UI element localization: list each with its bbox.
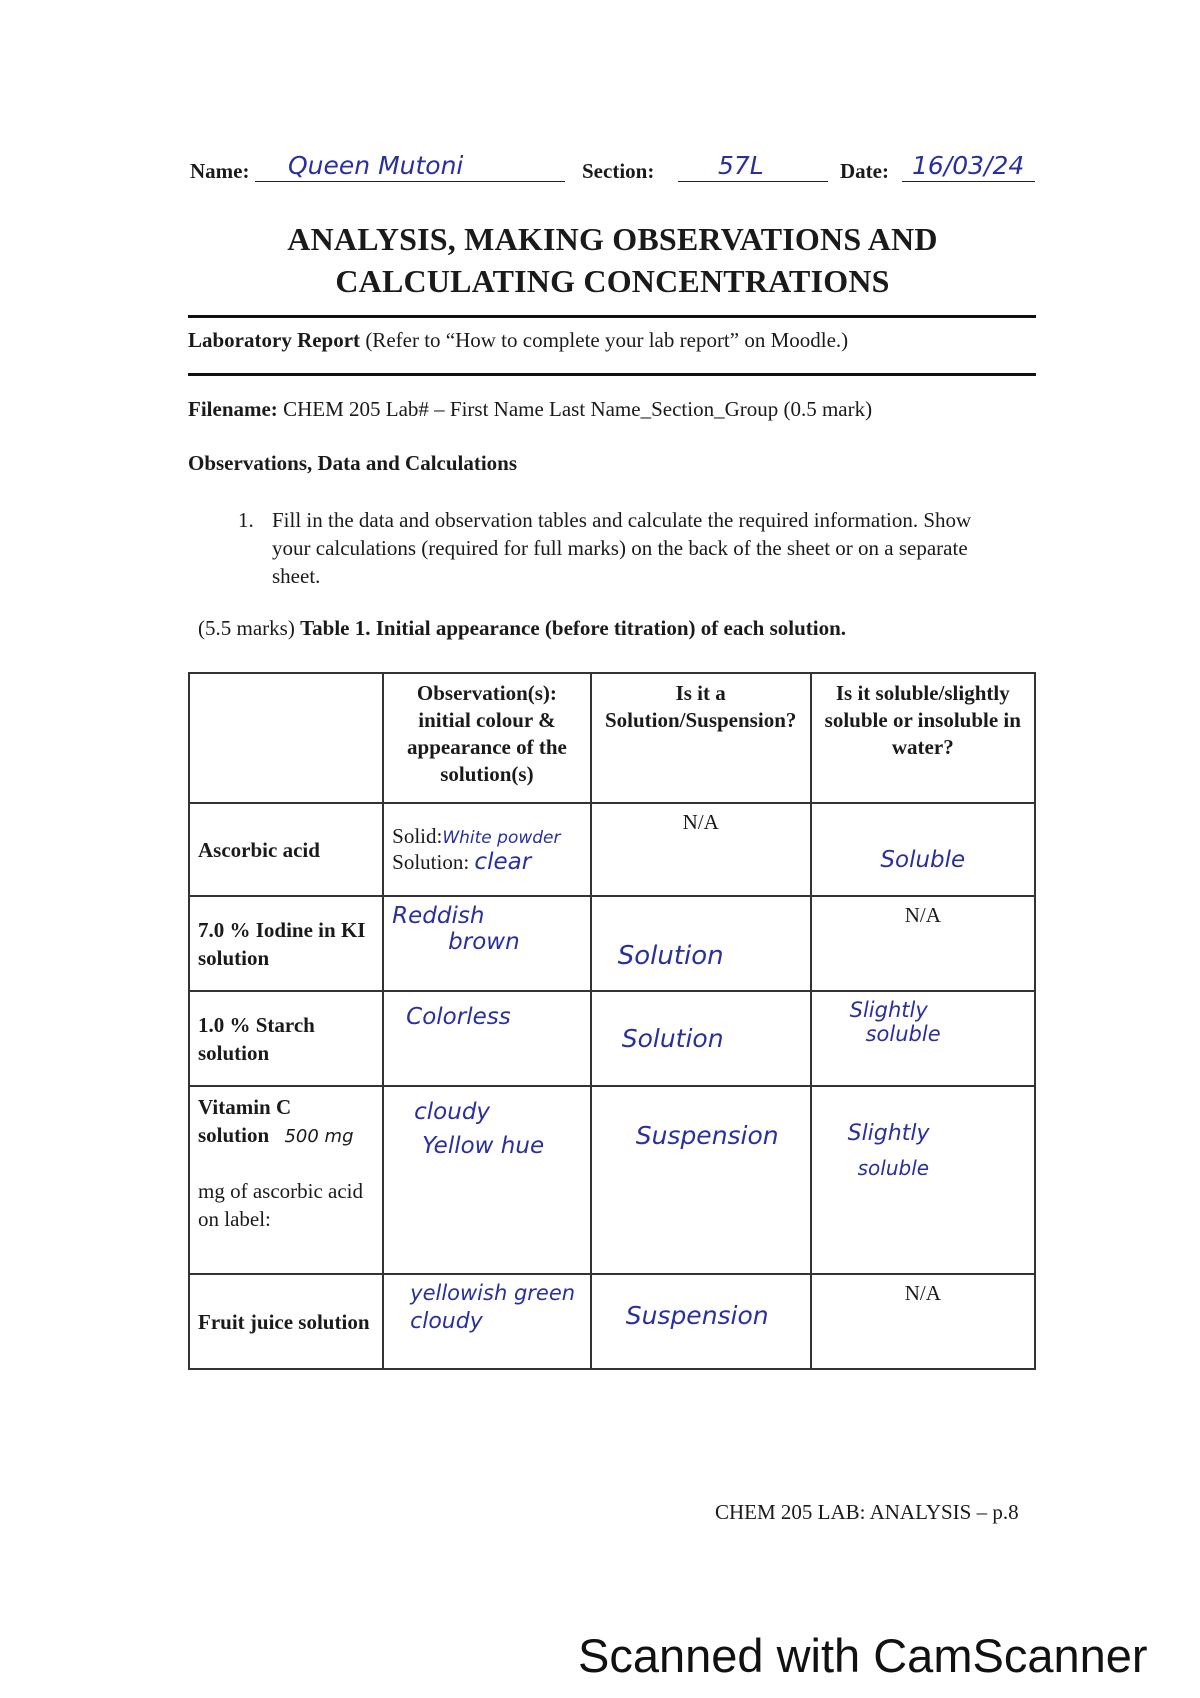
lab-report-line: Laboratory Report (Refer to “How to complete your lab report” on Moodle.) bbox=[188, 328, 849, 352]
date-label: Date: bbox=[840, 159, 889, 183]
divider bbox=[188, 373, 1036, 376]
observation-cell: cloudy Yellow hue bbox=[383, 1086, 591, 1274]
column-header bbox=[189, 673, 383, 803]
filename-line: Filename: CHEM 205 Lab# – First Name Last Name_Section_Group (0.5 mark) bbox=[188, 397, 873, 421]
date-value: 16/03/24 bbox=[912, 151, 1025, 180]
section-value: 57L bbox=[718, 151, 764, 180]
column-header: Is it a Solution/Suspension? bbox=[591, 673, 811, 803]
table-row bbox=[189, 896, 1035, 991]
document-page: Name: Queen Mutoni Section: 57L Date: 16/03/24 ANALYSIS, MAKING OBSERVATIONS AND CALCULATING CONCENTRATIONS Laboratory Report (Refer to “How to complete your lab report” on Moodle.) Filename: CHEM 205 Lab# – First Name Last Name_Section_Group (0.5 mark) Observations, Data and Calculations 1. Fill in the data and observation tables and calculate the required information. Show your calculations (required for full marks) on the back of the sheet or on a separate sheet. (5.5 marks) Table 1. Initial appearance (before titration) of each solution. Observation(s): initial colour & appearance of the solution(s) Is it a Solution/Suspension? Is it soluble/slightly soluble or insoluble in water? Ascorbic acid Solid:White powder Solution: clear N/A Soluble 7.0 % Iodine in KI solution Reddish brown Solution N/A 1.0 % Starch solution Colorless Solution Slightly soluble Vitamin C solution 500 mg mg of ascorbic acid on label: cloudy Yellow hue Suspension Slightly soluble Fruit juice solution yellowish green cloudy Suspension N/A CHEM 205 LAB: ANALYSIS – p.8 Scanned with CamScanner bbox=[188, 151, 1148, 1682]
page-footer: CHEM 205 LAB: ANALYSIS – p.8 bbox=[715, 1500, 1019, 1524]
row-label: 7.0 % Iodine in KI solution bbox=[189, 896, 383, 991]
header-fields bbox=[190, 150, 1035, 190]
solubility-cell: Slightly soluble bbox=[811, 1086, 1035, 1274]
solubility-cell: N/A bbox=[811, 1274, 1035, 1369]
row-label: Vitamin C solution 500 mg mg of ascorbic acid on label: bbox=[189, 1086, 383, 1274]
column-header: Observation(s): initial colour & appearance of the solution(s) bbox=[383, 673, 591, 803]
name-label: Name: bbox=[190, 159, 250, 183]
page-title: ANALYSIS, MAKING OBSERVATIONS AND CALCULATING CONCENTRATIONS bbox=[287, 221, 938, 299]
type-cell: Solution bbox=[591, 896, 811, 991]
table-row bbox=[189, 1274, 1035, 1369]
table-row bbox=[189, 1086, 1035, 1274]
observation-table bbox=[188, 672, 1036, 1370]
row-label: Fruit juice solution bbox=[189, 1274, 383, 1369]
section-label: Section: bbox=[582, 159, 655, 183]
observation-cell: Solid:White powder Solution: clear bbox=[383, 803, 591, 896]
observation-cell: Reddish brown bbox=[383, 896, 591, 991]
scanner-watermark: Scanned with CamScanner bbox=[578, 1629, 1148, 1682]
table-header-row bbox=[189, 673, 1035, 803]
solubility-cell: N/A bbox=[811, 896, 1035, 991]
table-row bbox=[189, 991, 1035, 1086]
solubility-cell: Slightly soluble bbox=[811, 991, 1035, 1086]
type-cell: Suspension bbox=[591, 1086, 811, 1274]
column-header: Is it soluble/slightly soluble or insoluble in water? bbox=[811, 673, 1035, 803]
row-label: 1.0 % Starch solution bbox=[189, 991, 383, 1086]
type-cell: N/A bbox=[591, 803, 811, 896]
section-heading: Observations, Data and Calculations bbox=[188, 451, 518, 475]
solubility-cell: Soluble bbox=[811, 803, 1035, 896]
type-cell: Suspension bbox=[591, 1274, 811, 1369]
divider bbox=[188, 315, 1036, 318]
observation-cell: yellowish green cloudy bbox=[383, 1274, 591, 1369]
type-cell: Solution bbox=[591, 991, 811, 1086]
name-value: Queen Mutoni bbox=[288, 151, 464, 180]
table-row bbox=[189, 803, 1035, 896]
observation-cell: Colorless bbox=[383, 991, 591, 1086]
row-label: Ascorbic acid bbox=[189, 803, 383, 896]
table-caption: (5.5 marks) Table 1. Initial appearance (before titration) of each solution. bbox=[198, 616, 847, 640]
